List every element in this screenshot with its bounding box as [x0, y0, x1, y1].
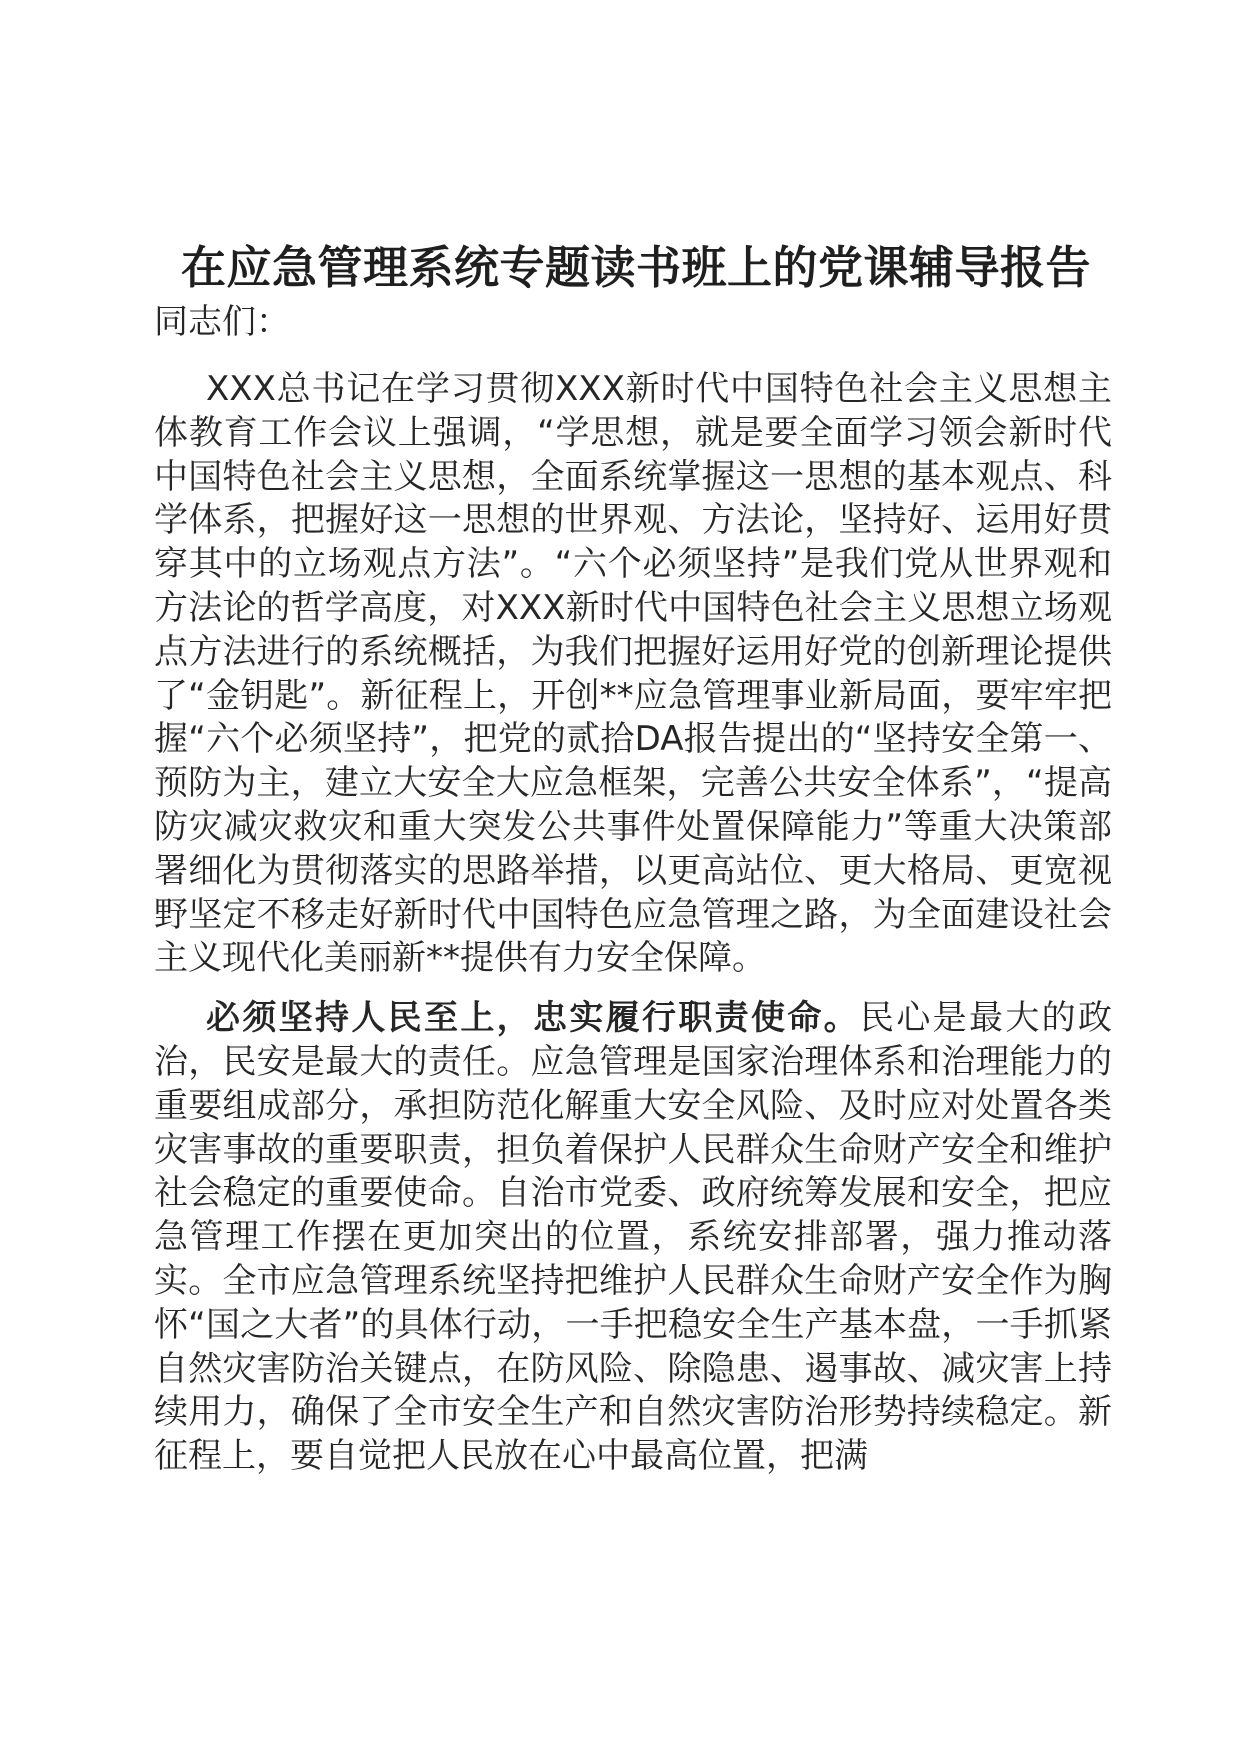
document-page	[154, 238, 1112, 1479]
paragraph-2	[154, 997, 1112, 1479]
salutation: 同志们：	[154, 302, 290, 342]
paragraph-2-body: 民心是最大的政治，民安是最大的责任。应急管理是国家治理体系和治理能力的重要组成部分，承担防范化解重大安全风险、及时应对处置各类灾害事故的重要职责，担负着保护人民群众生命财产安全和维护社会稳定的重要使命。自治市党委、政府统筹发展和安全，把应急管理工作摆在更加突出的位置，系统安排部署，强力推动落实。全市应急管理系统坚持把维护人民群众生命财产安全作为胸怀“国之大者”的具体行动，一手把稳安全生产基本盘，一手抓紧自然灾害防治关键点，在防风险、除隐患、遏事故、减灾害上持续用力，确保了全市安全生产和自然灾害防治形势持续稳定。新征程上，要自觉把人民放在心中最高位置，把满	[154, 998, 1112, 1477]
paragraph-1: XXX总书记在学习贯彻XXX新时代中国特色社会主义思想主体教育工作会议上强调，“学思想，就是要全面学习领会新时代中国特色社会主义思想，全面系统掌握这一思想的基本观点、科学体系，把握好这一思想的世界观、方法论，坚持好、运用好贯穿其中的立场观点方法”。“六个必须坚持”是我们党从世界观和方法论的哲学高度，对XXX新时代中国特色社会主义思想立场观点方法进行的系统概括，为我们把握好运用好党的创新理论提供了“金钥匙”。新征程上，开创**应急管理事业新局面，要牢牢把握“六个必须坚持”，把党的贰拾DA报告提出的“坚持安全第一、预防为主，建立大安全大应急框架，完善公共安全体系”，“提高防灾减灾救灾和重大突发公共事件处置保障能力”等重大决策部署细化为贯彻落实的思路举措，以更高站位、更大格局、更宽视野坚定不移走好新时代中国特色应急管理之路，为全面建设社会主义现代化美丽新**提供有力安全保障。	[154, 369, 1112, 979]
paragraph-2-lead: 必须坚持人民至上，忠实履行职责使命。	[206, 998, 860, 1039]
document-title: 在应急管理系统专题读书班上的党课辅导报告	[180, 241, 1091, 294]
